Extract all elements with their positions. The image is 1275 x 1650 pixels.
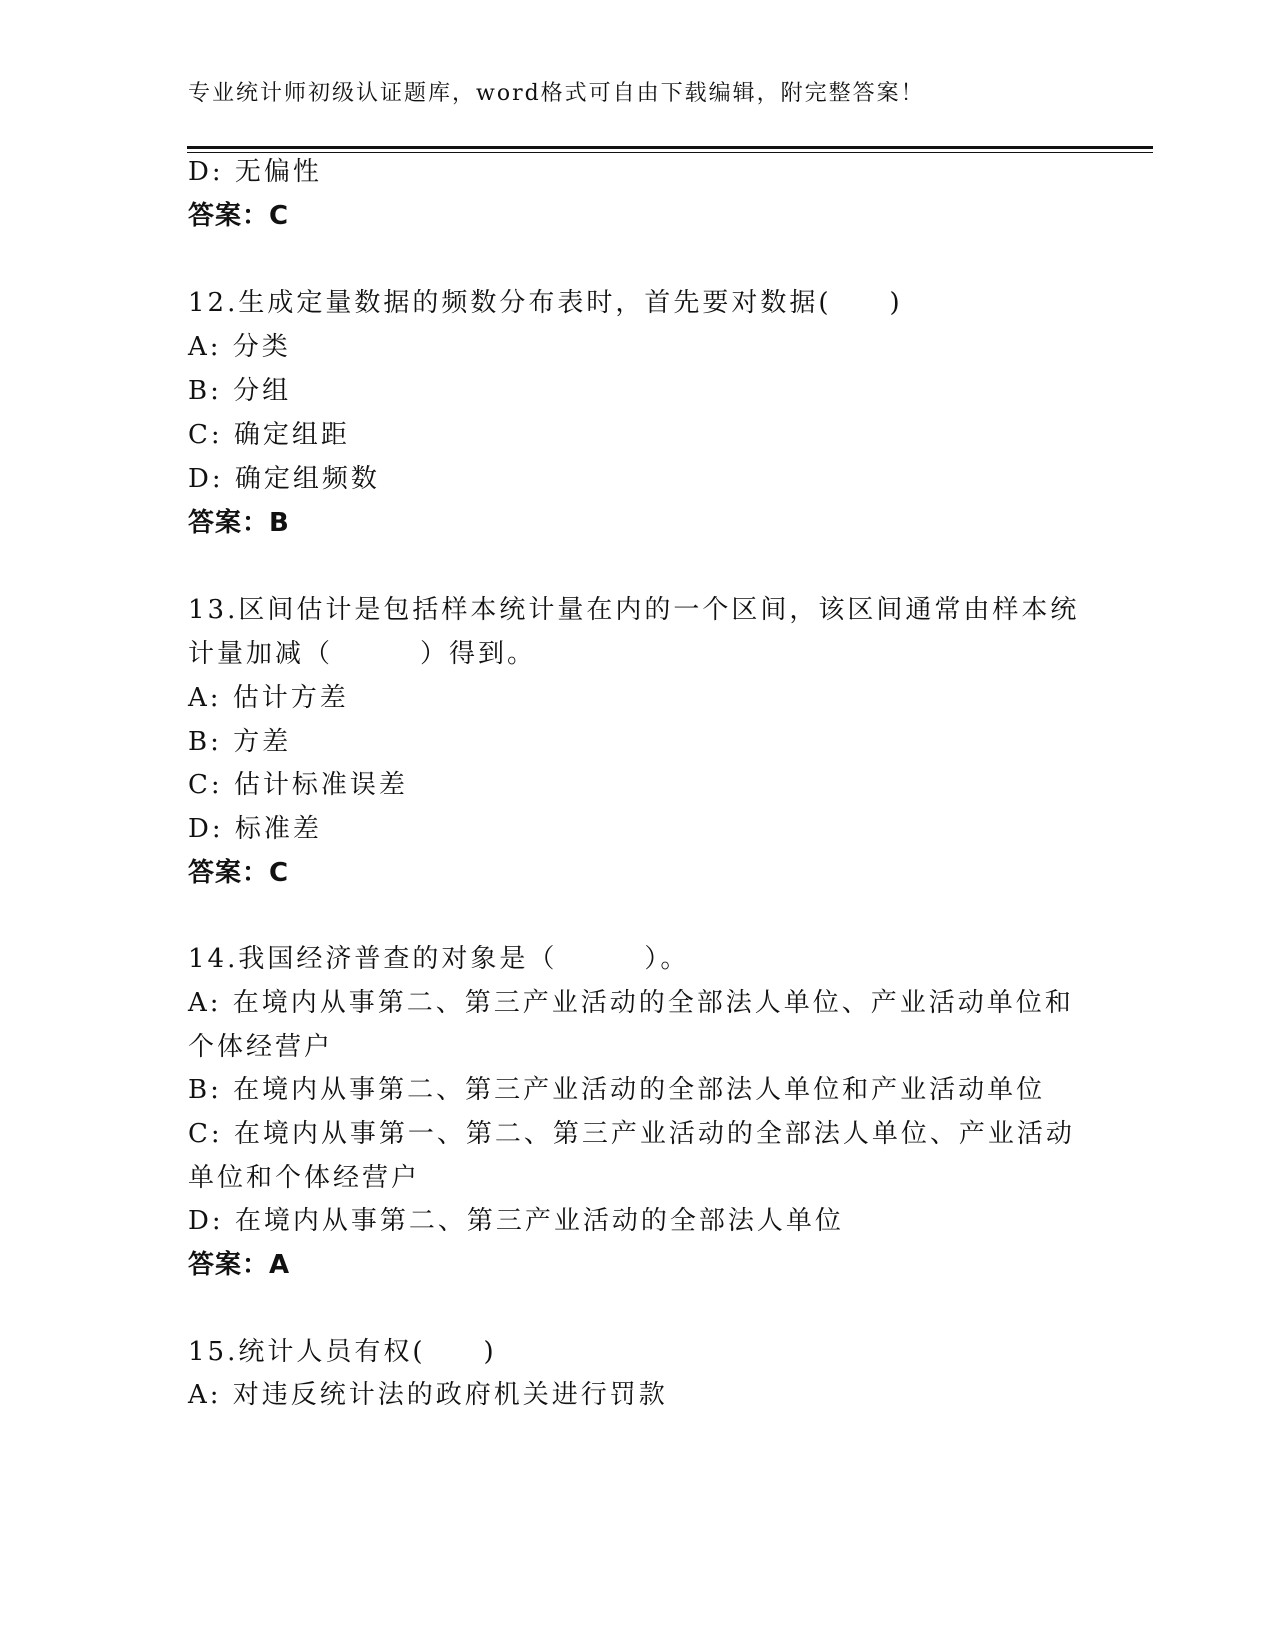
- q12-option-a: A: 分类: [188, 332, 291, 362]
- page-header: 专业统计师初级认证题库，word格式可自由下载编辑，附完整答案！: [188, 81, 925, 106]
- q12-option-c: C: 确定组距: [188, 420, 350, 450]
- q13-stem-line1: 13.区间估计是包括样本统计量在内的一个区间，该区间通常由样本统: [188, 595, 1080, 625]
- q14-option-b: B: 在境内从事第二、第三产业活动的全部法人单位和产业活动单位: [188, 1075, 1046, 1105]
- header-rule-thin: [187, 152, 1153, 153]
- q12-option-d: D: 确定组频数: [188, 464, 380, 494]
- q13-option-d: D: 标准差: [188, 814, 322, 844]
- q13-option-b: B: 方差: [188, 727, 292, 757]
- prev-answer: 答案：C: [188, 201, 290, 231]
- q15-option-a: A: 对违反统计法的政府机关进行罚款: [188, 1380, 668, 1410]
- q12-answer: 答案：B: [188, 508, 290, 538]
- prev-option-d: D: 无偏性: [188, 157, 322, 187]
- q13-stem-line2: 计量加减（ ）得到。: [188, 639, 537, 669]
- q13-answer: 答案：C: [188, 858, 290, 888]
- q14-answer: 答案：A: [188, 1250, 291, 1280]
- q13-option-c: C: 估计标准误差: [188, 770, 408, 800]
- q14-option-d: D: 在境内从事第二、第三产业活动的全部法人单位: [188, 1206, 844, 1236]
- header-rule-thick: [187, 146, 1153, 149]
- q12-option-b: B: 分组: [188, 376, 292, 406]
- q14-option-a-line2: 个体经营户: [188, 1032, 334, 1062]
- q13-option-a: A: 估计方差: [188, 683, 349, 713]
- q14-stem: 14.我国经济普查的对象是（ ）。: [188, 944, 690, 974]
- q14-option-a-line1: A: 在境内从事第二、第三产业活动的全部法人单位、产业活动单位和: [188, 988, 1074, 1018]
- q14-option-c-line1: C: 在境内从事第一、第二、第三产业活动的全部法人单位、产业活动: [188, 1119, 1075, 1149]
- q12-stem: 12.生成定量数据的频数分布表时，首先要对数据( ): [188, 288, 903, 318]
- q15-stem: 15.统计人员有权( ): [188, 1337, 497, 1367]
- q14-option-c-line2: 单位和个体经营户: [188, 1163, 421, 1193]
